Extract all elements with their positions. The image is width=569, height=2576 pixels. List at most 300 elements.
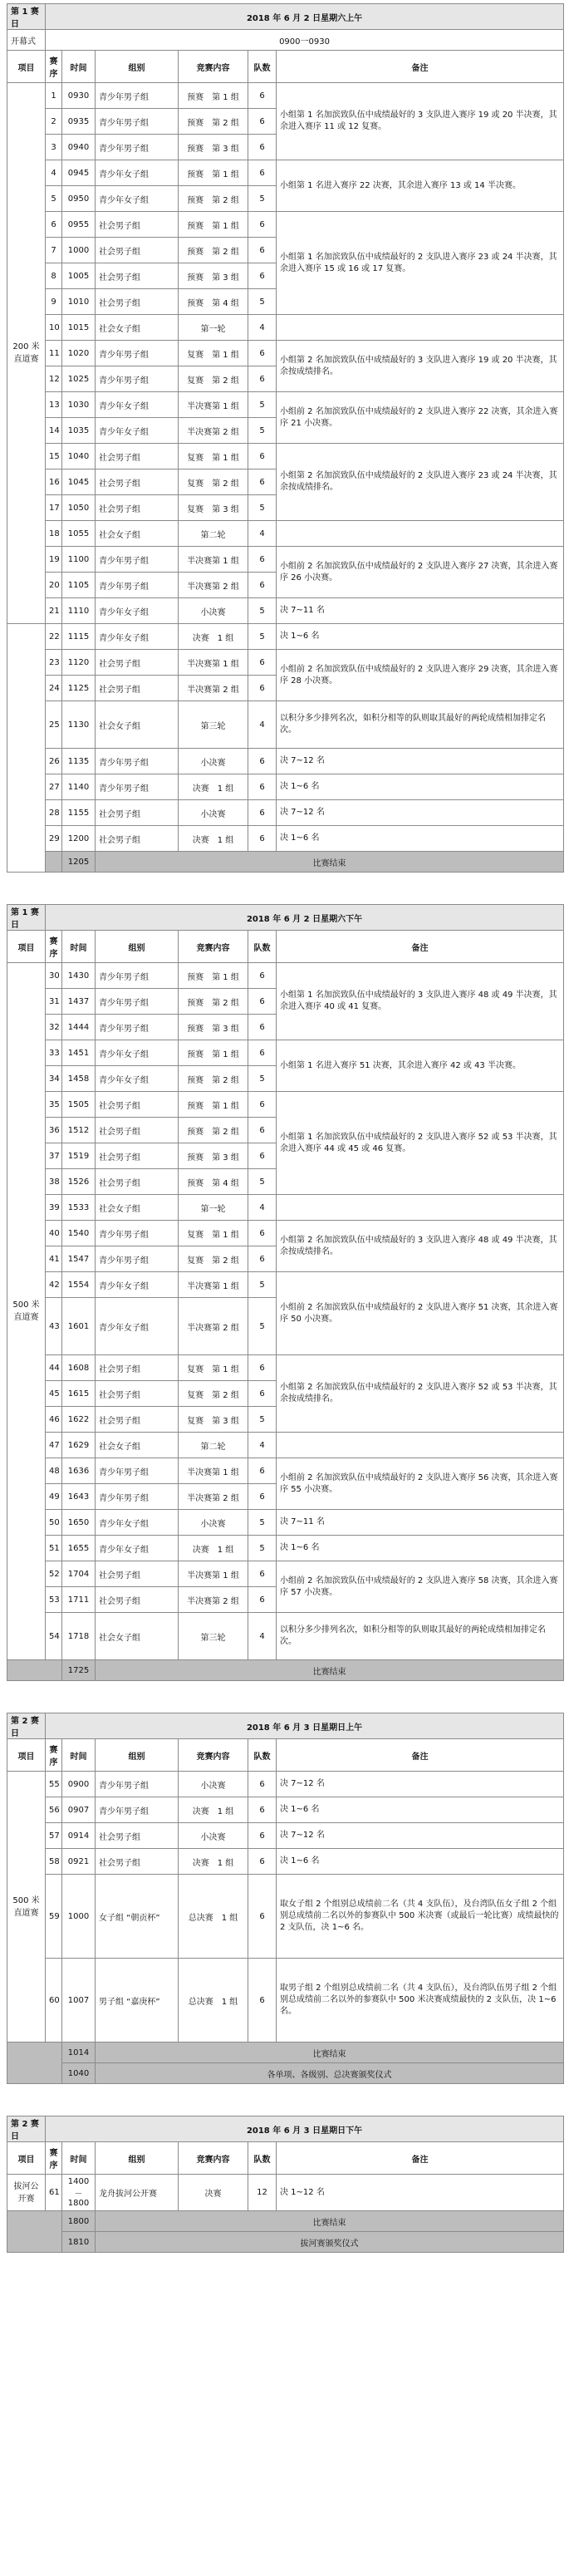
remark-cell: 决 1~12 名 <box>277 2175 564 2211</box>
race-number: 46 <box>46 1407 62 1433</box>
column-header: 时间 <box>62 931 96 963</box>
race-number: 26 <box>46 749 62 774</box>
race-content: 总决赛 1 组 <box>179 1875 248 1959</box>
race-number: 20 <box>46 573 62 598</box>
table-row <box>7 963 564 989</box>
race-time: 1718 <box>62 1613 96 1660</box>
race-time: 1533 <box>62 1195 96 1221</box>
race-time: 0950 <box>62 186 96 212</box>
session-title: 2018 年 6 月 3 日星期日下午 <box>46 2116 564 2142</box>
race-number: 39 <box>46 1195 62 1221</box>
race-number: 12 <box>46 366 62 392</box>
team-count: 6 <box>248 341 277 366</box>
team-count: 6 <box>248 774 277 800</box>
race-time: 1400－1800 <box>62 2175 96 2211</box>
race-group: 青少年男子组 <box>96 1484 179 1510</box>
remark-cell: 决 1~6 名 <box>277 774 564 800</box>
race-number: 28 <box>46 800 62 826</box>
race-content: 预赛 第 3 组 <box>179 135 248 160</box>
table-row <box>7 1561 564 1587</box>
remark-cell: 决 7~11 名 <box>277 1510 564 1536</box>
team-count: 4 <box>248 1195 277 1221</box>
race-number: 13 <box>46 392 62 418</box>
blank-cell <box>46 852 62 873</box>
column-header: 时间 <box>62 51 96 83</box>
column-header: 竞赛内容 <box>179 51 248 83</box>
race-time: 1200 <box>62 826 96 852</box>
column-header: 队数 <box>248 1739 277 1772</box>
end-row <box>7 852 564 873</box>
race-group: 青少年女子组 <box>96 1298 179 1355</box>
remark-cell: 决 1~6 名 <box>277 826 564 852</box>
race-number: 2 <box>46 109 62 135</box>
team-count: 6 <box>248 1221 277 1246</box>
table-row <box>7 1797 564 1823</box>
team-count: 6 <box>248 749 277 774</box>
schedule-table <box>7 904 564 1681</box>
table-row <box>7 701 564 749</box>
race-number: 49 <box>46 1484 62 1510</box>
race-time: 1130 <box>62 701 96 749</box>
team-count: 5 <box>248 1510 277 1536</box>
race-group: 社会男子组 <box>96 1143 179 1169</box>
race-group: 社会男子组 <box>96 1823 179 1849</box>
remark-cell <box>277 521 564 547</box>
end-label: 比赛结束 <box>96 2043 564 2063</box>
end-row <box>7 2043 564 2063</box>
race-number: 25 <box>46 701 62 749</box>
remark-cell: 决 1~6 名 <box>277 1797 564 1823</box>
race-time: 0907 <box>62 1797 96 1823</box>
column-header: 项目 <box>7 931 46 963</box>
race-time: 1608 <box>62 1355 96 1381</box>
race-number: 33 <box>46 1040 62 1066</box>
table-row <box>7 521 564 547</box>
race-group: 社会男子组 <box>96 650 179 676</box>
remark-cell: 决 1~6 名 <box>277 624 564 650</box>
race-content: 小决赛 <box>179 598 248 624</box>
race-group: 社会男子组 <box>96 1561 179 1587</box>
race-content: 预赛 第 2 组 <box>179 109 248 135</box>
race-number: 44 <box>46 1355 62 1381</box>
remark-cell: 小组第 1 名加滨致队伍中成绩最好的 2 支队进入赛序 52 或 53 半决赛，其余进入赛序 44 或 45 或 46 复赛。 <box>277 1092 564 1195</box>
race-number: 57 <box>46 1823 62 1849</box>
race-content: 预赛 第 1 组 <box>179 212 248 238</box>
column-header: 组别 <box>96 1739 179 1772</box>
team-count: 6 <box>248 1772 277 1797</box>
team-count: 6 <box>248 1849 277 1875</box>
team-count: 6 <box>248 469 277 495</box>
race-content: 预赛 第 3 组 <box>179 1143 248 1169</box>
table-row <box>7 212 564 238</box>
race-group: 社会女子组 <box>96 1195 179 1221</box>
race-number: 14 <box>46 418 62 444</box>
race-time: 1505 <box>62 1092 96 1118</box>
race-number: 43 <box>46 1298 62 1355</box>
race-time: 0940 <box>62 135 96 160</box>
race-time: 1615 <box>62 1381 96 1407</box>
column-header: 赛序 <box>46 51 62 83</box>
session-title: 2018 年 6 月 2 日星期六下午 <box>46 905 564 931</box>
end-row <box>7 2232 564 2253</box>
column-header: 备注 <box>277 51 564 83</box>
schedule-table <box>7 1713 564 2084</box>
race-group: 青少年男子组 <box>96 1772 179 1797</box>
race-number: 3 <box>46 135 62 160</box>
race-content: 预赛 第 2 组 <box>179 238 248 263</box>
team-count: 5 <box>248 289 277 315</box>
race-number: 4 <box>46 160 62 186</box>
race-group: 青少年女子组 <box>96 598 179 624</box>
table-row <box>7 1458 564 1484</box>
column-header: 队数 <box>248 51 277 83</box>
column-header-row <box>7 51 564 83</box>
day-label: 第 1 赛日 <box>7 905 46 931</box>
race-time: 1115 <box>62 624 96 650</box>
race-time: 1007 <box>62 1959 96 2043</box>
table-row <box>7 1772 564 1797</box>
race-content: 预赛 第 3 组 <box>179 1015 248 1040</box>
column-header-row <box>7 1739 564 1772</box>
race-time: 1601 <box>62 1298 96 1355</box>
race-content: 半决赛第 2 组 <box>179 676 248 701</box>
race-content: 复赛 第 2 组 <box>179 469 248 495</box>
race-time: 1519 <box>62 1143 96 1169</box>
race-content: 半决赛第 1 组 <box>179 1272 248 1298</box>
team-count: 5 <box>248 186 277 212</box>
column-header: 队数 <box>248 2142 277 2175</box>
table-row <box>7 2175 564 2211</box>
race-time: 1100 <box>62 547 96 573</box>
race-number: 52 <box>46 1561 62 1587</box>
race-group: 社会男子组 <box>96 444 179 469</box>
race-content: 预赛 第 1 组 <box>179 160 248 186</box>
project-cell: 500 米直道赛 <box>7 1772 46 2043</box>
race-group: 青少年男子组 <box>96 963 179 989</box>
team-count: 6 <box>248 1355 277 1381</box>
team-count: 6 <box>248 1381 277 1407</box>
race-group: 社会男子组 <box>96 1169 179 1195</box>
day-header-row <box>7 905 564 931</box>
column-header-row <box>7 931 564 963</box>
column-header: 赛序 <box>46 931 62 963</box>
race-group: 女子组 “朝贡杯” <box>96 1875 179 1959</box>
race-number: 29 <box>46 826 62 852</box>
race-group: 社会女子组 <box>96 1613 179 1660</box>
end-time: 1014 <box>62 2043 96 2063</box>
race-number: 53 <box>46 1587 62 1613</box>
table-row <box>7 1849 564 1875</box>
remark-cell: 决 7~12 名 <box>277 1823 564 1849</box>
table-row <box>7 774 564 800</box>
race-content: 复赛 第 3 组 <box>179 495 248 521</box>
end-time: 1040 <box>62 2063 96 2084</box>
race-content: 半决赛第 1 组 <box>179 1458 248 1484</box>
team-count: 6 <box>248 1092 277 1118</box>
column-header: 项目 <box>7 51 46 83</box>
race-group: 青少年女子组 <box>96 160 179 186</box>
race-time: 0945 <box>62 160 96 186</box>
race-group: 青少年女子组 <box>96 624 179 650</box>
column-header: 备注 <box>277 2142 564 2175</box>
race-group: 社会男子组 <box>96 495 179 521</box>
race-content: 预赛 第 2 组 <box>179 989 248 1015</box>
race-time: 1458 <box>62 1066 96 1092</box>
table-row <box>7 826 564 852</box>
session-title: 2018 年 6 月 2 日星期六上午 <box>46 4 564 30</box>
race-time: 1540 <box>62 1221 96 1246</box>
race-content: 预赛 第 4 组 <box>179 289 248 315</box>
table-row <box>7 1355 564 1381</box>
race-time: 1025 <box>62 366 96 392</box>
table-row <box>7 1195 564 1221</box>
end-label: 比赛结束 <box>96 1660 564 1681</box>
race-content: 总决赛 1 组 <box>179 1959 248 2043</box>
race-group: 青少年男子组 <box>96 547 179 573</box>
race-group: 青少年女子组 <box>96 1272 179 1298</box>
table-row <box>7 1613 564 1660</box>
race-content: 决赛 <box>179 2175 248 2211</box>
race-number: 56 <box>46 1797 62 1823</box>
race-time: 1120 <box>62 650 96 676</box>
race-number: 27 <box>46 774 62 800</box>
race-time: 1135 <box>62 749 96 774</box>
race-group: 青少年男子组 <box>96 341 179 366</box>
team-count: 6 <box>248 1959 277 2043</box>
race-number: 1 <box>46 83 62 109</box>
end-label: 比赛结束 <box>96 2211 564 2232</box>
race-content: 半决赛第 2 组 <box>179 573 248 598</box>
race-content: 决赛 1 组 <box>179 624 248 650</box>
column-header: 竞赛内容 <box>179 2142 248 2175</box>
race-group: 青少年女子组 <box>96 186 179 212</box>
team-count: 6 <box>248 83 277 109</box>
blank-cell <box>7 2211 62 2253</box>
race-time: 1629 <box>62 1433 96 1458</box>
race-content: 决赛 1 组 <box>179 1849 248 1875</box>
race-time: 1636 <box>62 1458 96 1484</box>
team-count: 6 <box>248 1587 277 1613</box>
team-count: 6 <box>248 1143 277 1169</box>
remark-cell: 小组第 1 名进入赛序 22 决赛，其余进入赛序 13 或 14 半决赛。 <box>277 160 564 212</box>
table-row <box>7 1433 564 1458</box>
end-row <box>7 2063 564 2084</box>
race-group: 青少年女子组 <box>96 1510 179 1536</box>
team-count: 5 <box>248 418 277 444</box>
team-count: 4 <box>248 315 277 341</box>
team-count: 6 <box>248 547 277 573</box>
team-count: 6 <box>248 160 277 186</box>
race-time: 1015 <box>62 315 96 341</box>
race-group: 青少年男子组 <box>96 774 179 800</box>
team-count: 6 <box>248 963 277 989</box>
schedule-page <box>7 0 563 2253</box>
team-count: 5 <box>248 495 277 521</box>
race-content: 半决赛第 1 组 <box>179 392 248 418</box>
team-count: 6 <box>248 109 277 135</box>
race-number: 59 <box>46 1875 62 1959</box>
column-header: 时间 <box>62 1739 96 1772</box>
team-count: 6 <box>248 444 277 469</box>
remark-cell: 小组前 2 名加滨致队伍中成绩最好的 2 支队进入赛序 29 决赛，其余进入赛序 28 小决赛。 <box>277 650 564 701</box>
race-group: 青少年男子组 <box>96 366 179 392</box>
race-number: 10 <box>46 315 62 341</box>
race-time: 1140 <box>62 774 96 800</box>
table-row <box>7 1040 564 1066</box>
race-number: 60 <box>46 1959 62 2043</box>
column-header-row <box>7 2142 564 2175</box>
race-content: 第三轮 <box>179 701 248 749</box>
remark-cell: 小组第 1 名加滨致队伍中成绩最好的 2 支队进入赛序 23 或 24 半决赛，其余进入赛序 15 或 16 或 17 复赛。 <box>277 212 564 315</box>
remark-cell: 小组第 1 名加滨致队伍中成绩最好的 3 支队进入赛序 19 或 20 半决赛，其余进入赛序 11 或 12 复赛。 <box>277 83 564 160</box>
column-header: 竞赛内容 <box>179 931 248 963</box>
race-time: 1155 <box>62 800 96 826</box>
day-header-row <box>7 1713 564 1739</box>
race-number: 32 <box>46 1015 62 1040</box>
table-row <box>7 547 564 573</box>
race-time: 1430 <box>62 963 96 989</box>
race-time: 1437 <box>62 989 96 1015</box>
race-group: 社会男子组 <box>96 1849 179 1875</box>
race-content: 小决赛 <box>179 1772 248 1797</box>
race-content: 复赛 第 1 组 <box>179 341 248 366</box>
race-number: 16 <box>46 469 62 495</box>
race-number: 40 <box>46 1221 62 1246</box>
race-number: 35 <box>46 1092 62 1118</box>
table-row <box>7 598 564 624</box>
race-group: 社会男子组 <box>96 212 179 238</box>
race-content: 半决赛第 2 组 <box>179 1587 248 1613</box>
remark-cell: 小组第 2 名加滨致队伍中成绩最好的 2 支队进入赛序 52 或 53 半决赛，其余按成绩排名。 <box>277 1355 564 1433</box>
table-row <box>7 1875 564 1959</box>
column-header: 组别 <box>96 931 179 963</box>
opening-time: 0900一0930 <box>46 30 564 51</box>
column-header: 赛序 <box>46 2142 62 2175</box>
column-header: 项目 <box>7 2142 46 2175</box>
team-count: 6 <box>248 1823 277 1849</box>
team-count: 5 <box>248 1407 277 1433</box>
column-header: 组别 <box>96 2142 179 2175</box>
race-group: 社会男子组 <box>96 289 179 315</box>
race-time: 1040 <box>62 444 96 469</box>
race-time: 0935 <box>62 109 96 135</box>
race-content: 半决赛第 2 组 <box>179 1484 248 1510</box>
team-count: 6 <box>248 826 277 852</box>
remark-cell: 决 7~12 名 <box>277 1772 564 1797</box>
race-content: 小决赛 <box>179 800 248 826</box>
race-group: 龙舟拔河公开赛 <box>96 2175 179 2211</box>
race-content: 预赛 第 1 组 <box>179 1092 248 1118</box>
race-number: 23 <box>46 650 62 676</box>
race-time: 1125 <box>62 676 96 701</box>
race-number: 9 <box>46 289 62 315</box>
table-row <box>7 800 564 826</box>
race-number: 11 <box>46 341 62 366</box>
end-label: 比赛结束 <box>96 852 564 873</box>
race-number: 51 <box>46 1536 62 1561</box>
race-content: 决赛 1 组 <box>179 1797 248 1823</box>
remark-cell: 决 7~11 名 <box>277 598 564 624</box>
table-row <box>7 650 564 676</box>
race-group: 青少年男子组 <box>96 989 179 1015</box>
day-header-row <box>7 2116 564 2142</box>
remark-cell: 小组第 2 名加滨致队伍中成绩最好的 2 支队进入赛序 23 或 24 半决赛，其余按成绩排名。 <box>277 444 564 521</box>
race-number: 47 <box>46 1433 62 1458</box>
race-content: 复赛 第 2 组 <box>179 1381 248 1407</box>
remark-cell <box>277 315 564 341</box>
race-number: 36 <box>46 1118 62 1143</box>
end-label: 拔河赛颁奖仪式 <box>96 2232 564 2253</box>
team-count: 5 <box>248 624 277 650</box>
end-row <box>7 2211 564 2232</box>
team-count: 6 <box>248 1797 277 1823</box>
race-content: 预赛 第 1 组 <box>179 83 248 109</box>
project-cell: 拔河公开赛 <box>7 2175 46 2211</box>
race-content: 半决赛第 1 组 <box>179 547 248 573</box>
race-content: 预赛 第 1 组 <box>179 1040 248 1066</box>
race-content: 半决赛第 2 组 <box>179 1298 248 1355</box>
race-time: 0930 <box>62 83 96 109</box>
remark-cell: 小组前 2 名加滨致队伍中成绩最好的 2 支队进入赛序 27 决赛，其余进入赛序 26 小决赛。 <box>277 547 564 598</box>
team-count: 6 <box>248 212 277 238</box>
race-number: 48 <box>46 1458 62 1484</box>
race-time: 1451 <box>62 1040 96 1066</box>
race-group: 青少年女子组 <box>96 392 179 418</box>
race-content: 决赛 1 组 <box>179 1536 248 1561</box>
race-content: 小决赛 <box>179 749 248 774</box>
race-number: 30 <box>46 963 62 989</box>
race-number: 22 <box>46 624 62 650</box>
race-content: 复赛 第 2 组 <box>179 1246 248 1272</box>
race-time: 1035 <box>62 418 96 444</box>
column-header: 竞赛内容 <box>179 1739 248 1772</box>
race-time: 1704 <box>62 1561 96 1587</box>
race-group: 青少年男子组 <box>96 109 179 135</box>
race-group: 社会男子组 <box>96 1381 179 1407</box>
remark-cell <box>277 1433 564 1458</box>
column-header: 组别 <box>96 51 179 83</box>
race-content: 第二轮 <box>179 1433 248 1458</box>
team-count: 4 <box>248 701 277 749</box>
race-number: 54 <box>46 1613 62 1660</box>
session-title: 2018 年 6 月 3 日星期日上午 <box>46 1713 564 1739</box>
race-time: 1547 <box>62 1246 96 1272</box>
day-header-row <box>7 4 564 30</box>
race-time: 1643 <box>62 1484 96 1510</box>
race-group: 社会女子组 <box>96 701 179 749</box>
end-label: 各单项、各级别、总决赛颁奖仪式 <box>96 2063 564 2084</box>
race-content: 半决赛第 2 组 <box>179 418 248 444</box>
team-count: 5 <box>248 1169 277 1195</box>
race-content: 小决赛 <box>179 1823 248 1849</box>
team-count: 12 <box>248 2175 277 2211</box>
day-label: 第 2 赛日 <box>7 2116 46 2142</box>
remark-cell: 决 7~12 名 <box>277 749 564 774</box>
race-group: 社会女子组 <box>96 521 179 547</box>
team-count: 5 <box>248 1272 277 1298</box>
race-number: 15 <box>46 444 62 469</box>
table-row <box>7 160 564 186</box>
end-time: 1810 <box>62 2232 96 2253</box>
team-count: 6 <box>248 1040 277 1066</box>
team-count: 5 <box>248 598 277 624</box>
race-number: 55 <box>46 1772 62 1797</box>
race-group: 青少年女子组 <box>96 1040 179 1066</box>
race-group: 青少年男子组 <box>96 1797 179 1823</box>
race-group: 青少年男子组 <box>96 573 179 598</box>
day-label: 第 2 赛日 <box>7 1713 46 1739</box>
race-number: 61 <box>46 2175 62 2211</box>
